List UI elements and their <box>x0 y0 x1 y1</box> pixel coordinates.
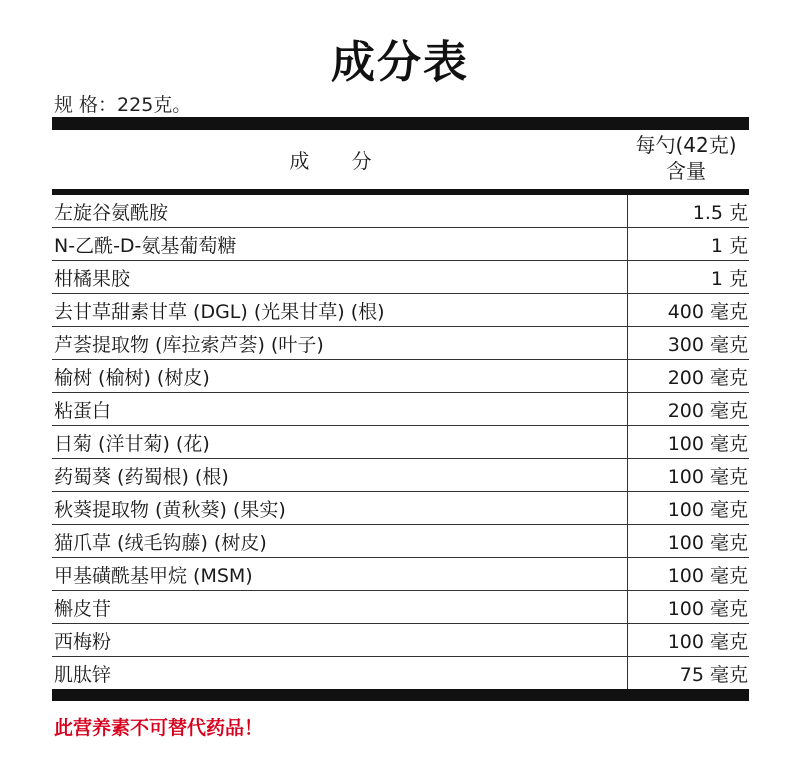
table-top-rule <box>52 117 749 130</box>
ingredient-name: 秋葵提取物 (黄秋葵) (果实) <box>54 498 286 521</box>
ingredient-name: 芦荟提取物 (库拉索芦荟) (叶子) <box>54 333 324 356</box>
table-body <box>52 195 749 689</box>
ingredient-name: 日菊 (洋甘菊) (花) <box>54 432 210 455</box>
table-row <box>52 657 749 689</box>
ingredient-amount: 1.5 克 <box>692 201 748 224</box>
table-row <box>52 393 749 426</box>
ingredient-name: 左旋谷氨酰胺 <box>54 201 169 224</box>
ingredient-amount: 75 毫克 <box>679 663 748 686</box>
ingredient-name: 粘蛋白 <box>54 399 112 422</box>
page-title: 成分表 <box>331 37 469 88</box>
ingredient-name: 猫爪草 (绒毛钩藤) (树皮) <box>54 531 267 554</box>
ingredient-name: 肌肽锌 <box>54 663 112 686</box>
ingredient-name: 西梅粉 <box>54 630 112 653</box>
ingredient-name: 药蜀葵 (药蜀根) (根) <box>54 465 229 488</box>
ingredient-amount: 400 毫克 <box>667 300 748 323</box>
ingredient-name: 去甘草甜素甘草 (DGL) (光果甘草) (根) <box>54 300 385 323</box>
table-row <box>52 261 749 294</box>
header-ingredient: 成 分 <box>289 149 390 173</box>
table-header <box>52 130 749 189</box>
table-row <box>52 327 749 360</box>
ingredient-amount: 300 毫克 <box>667 333 748 356</box>
ingredient-amount: 100 毫克 <box>667 465 748 488</box>
table-row <box>52 525 749 558</box>
ingredient-amount: 200 毫克 <box>667 399 748 422</box>
table-row <box>52 558 749 591</box>
table-row <box>52 459 749 492</box>
ingredient-amount: 100 毫克 <box>667 432 748 455</box>
table-bottom-rule <box>52 689 749 701</box>
ingredient-amount: 100 毫克 <box>667 564 748 587</box>
ingredient-name: 柑橘果胶 <box>54 267 131 290</box>
ingredient-amount: 1 克 <box>710 234 748 257</box>
table-row <box>52 228 749 261</box>
ingredient-table <box>52 117 749 701</box>
table-row <box>52 294 749 327</box>
header-amount-line1: 每勺(42克) <box>635 133 737 157</box>
header-amount-line2: 含量 <box>666 159 706 183</box>
ingredient-name: 槲皮苷 <box>54 597 112 620</box>
table-row <box>52 426 749 459</box>
table-row <box>52 195 749 228</box>
ingredient-amount: 200 毫克 <box>667 366 748 389</box>
ingredient-name: 榆树 (榆树) (树皮) <box>54 366 210 389</box>
header-amount <box>625 132 747 184</box>
table-row <box>52 624 749 657</box>
table-row <box>52 591 749 624</box>
ingredient-amount: 100 毫克 <box>667 498 748 521</box>
table-row <box>52 492 749 525</box>
ingredient-amount: 1 克 <box>710 267 748 290</box>
ingredient-name: 甲基磺酰基甲烷 (MSM) <box>54 564 253 587</box>
warning-text: 此营养素不可替代药品！ <box>54 717 264 739</box>
table-row <box>52 360 749 393</box>
specification: 规 格：225克。 <box>54 94 192 116</box>
ingredient-amount: 100 毫克 <box>667 597 748 620</box>
ingredient-amount: 100 毫克 <box>667 630 748 653</box>
ingredient-amount: 100 毫克 <box>667 531 748 554</box>
ingredient-name: N-乙酰-D-氨基葡萄糖 <box>54 234 237 257</box>
